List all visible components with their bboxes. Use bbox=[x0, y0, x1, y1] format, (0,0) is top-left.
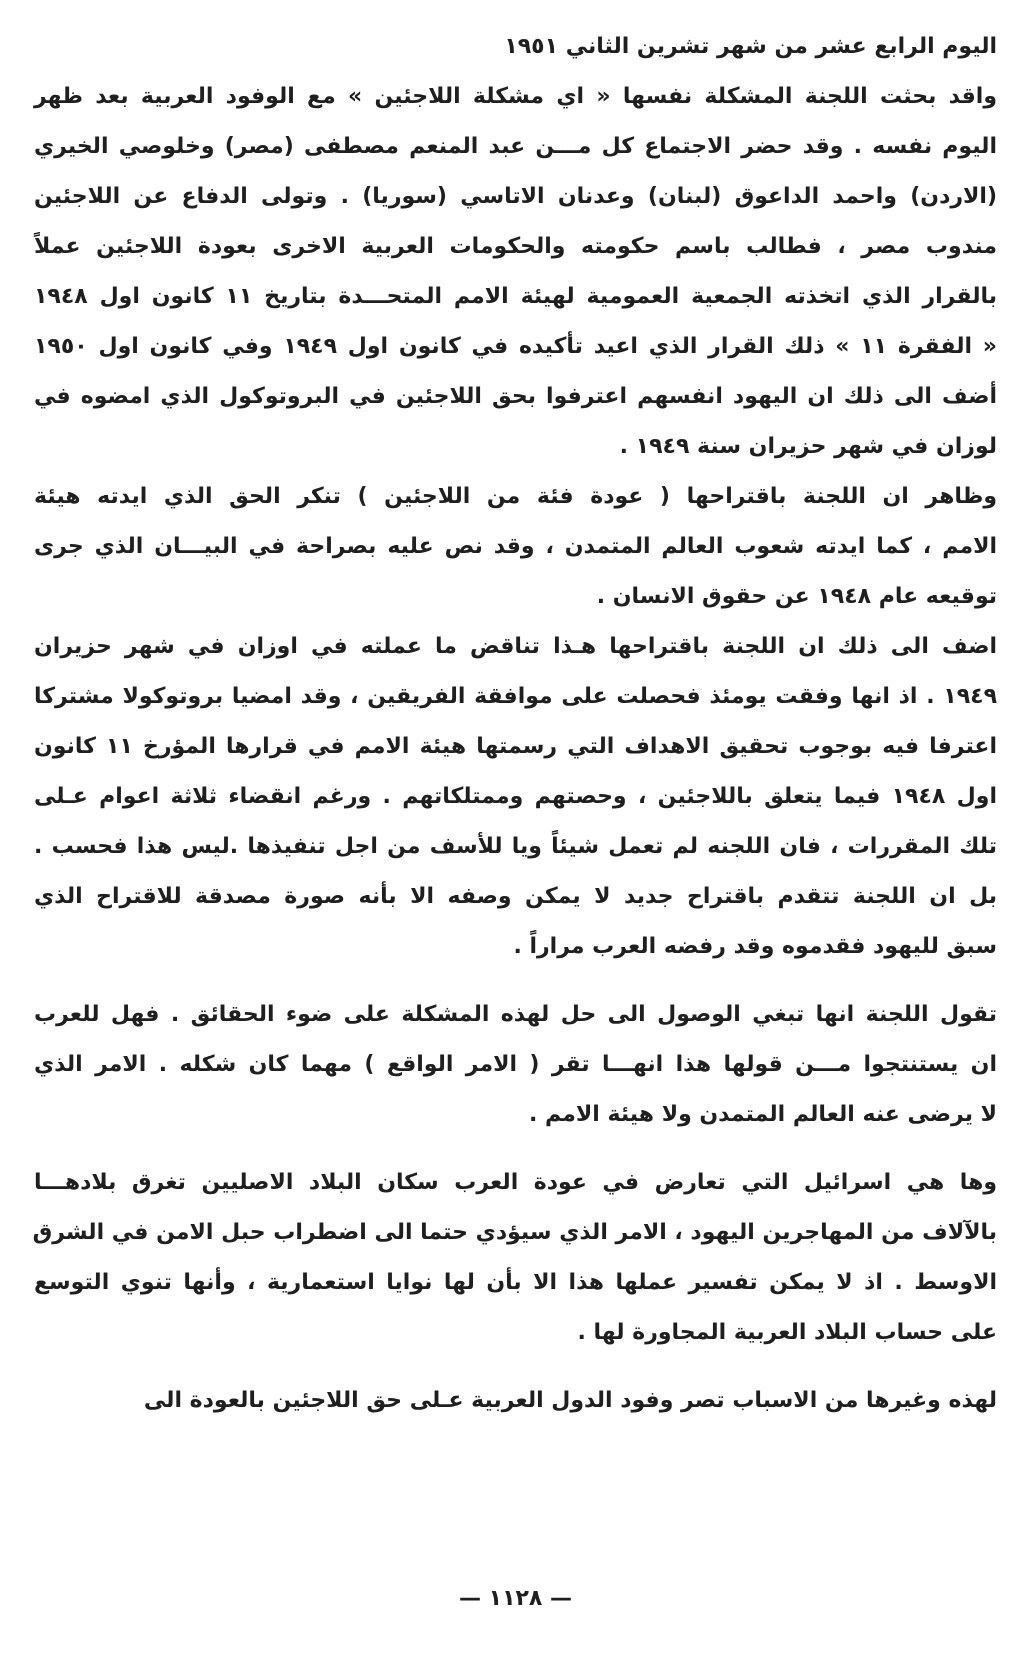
text-line: اضف الى ذلك ان اللجنة باقتراحها هـذا تناقض ما عملته في اوزان في شهر حزيران bbox=[34, 634, 997, 659]
page-number: — ١١٢٨ — bbox=[458, 1586, 573, 1611]
text-line: « الفقرة ١١ » ذلك القرار الذي اعيد تأكيده في كانون اول ١٩٤٩ وفي كانون اول ١٩٥٠ bbox=[34, 334, 997, 359]
paragraph bbox=[34, 990, 997, 1140]
text-line: لا يرضى عنه العالم المتمدن ولا هيئة الامم . bbox=[529, 1102, 997, 1127]
paragraph bbox=[34, 1376, 997, 1426]
paragraph bbox=[34, 472, 997, 622]
text-line: بالآلاف من المهاجرين اليهود ، الامر الذي سيؤدي حتما الى اضطراب حبل الامن في الشرق bbox=[32, 1220, 997, 1245]
text-line: الاوسط . اذ لا يمكن تفسير عملها هذا الا بأن لها نوايا استعمارية ، وأنها تنوي التوسع bbox=[34, 1270, 997, 1295]
text-line: وها هي اسرائيل التي تعارض في عودة العرب سكان البلاد الاصليين تغرق بلادهـــا bbox=[34, 1170, 997, 1195]
text-line: وظاهر ان اللجنة باقتراحها ( عودة فئة من اللاجئين ) تنكر الحق الذي ايدته هيئة bbox=[34, 484, 997, 509]
document-body bbox=[34, 22, 997, 1426]
text-line: تلك المقررات ، فان اللجنه لم تعمل شيئاً ويا للأسف من اجل تنفيذها .ليس هذا فحسب . bbox=[34, 834, 997, 859]
text-line: ١٩٤٩ . اذ انها وفقت يومئذ فحصلت على موافقة الفريقين ، وقد امضيا بروتوكولا مشتركا bbox=[34, 684, 997, 709]
text-line: مندوب مصر ، فطالب باسم حكومته والحكومات العربية الاخرى بعودة اللاجئين عملاً bbox=[34, 234, 997, 259]
text-line: على حساب البلاد العربية المجاورة لها . bbox=[577, 1320, 997, 1345]
text-line: توقيعه عام ١٩٤٨ عن حقوق الانسان . bbox=[596, 584, 997, 609]
paragraph bbox=[34, 72, 997, 472]
text-line: لهذه وغيرها من الاسباب تصر وفود الدول العربية عـلى حق اللاجئين بالعودة الى bbox=[143, 1388, 997, 1413]
text-line: واقد بحثت اللجنة المشكلة نفسها « اي مشكلة اللاجئين » مع الوفود العربية بعد ظهر bbox=[34, 84, 997, 109]
paragraph bbox=[34, 622, 997, 972]
text-line: (الاردن) واحمد الداعوق (لبنان) وعدنان الاتاسي (سوريا) . وتولى الدفاع عن اللاجئين bbox=[34, 184, 997, 209]
text-line: الامم ، كما ايدته شعوب العالم المتمدن ، وقد نص عليه بصراحة في البيـــان الذي جرى bbox=[34, 534, 997, 559]
text-line: ان يستنتجوا مـــن قولها هذا انهـــا تقر ( الامر الواقع ) مهما كان شكله . الامر الذي bbox=[34, 1052, 997, 1077]
text-line: بالقرار الذي اتخذته الجمعية العمومية لهيئة الامم المتحـــدة بتاريخ ١١ كانون اول ١٩٤٨ bbox=[34, 284, 997, 309]
paragraph bbox=[34, 1158, 997, 1358]
text-line: بل ان اللجنة تتقدم باقتراح جديد لا يمكن وصفه الا بأنه صورة مصدقة للاقتراح الذي bbox=[34, 884, 997, 909]
text-line: اول ١٩٤٨ فيما يتعلق باللاجئين ، وحصتهم وممتلكاتهم . ورغم انقضاء ثلاثة اعوام عـلى bbox=[34, 784, 997, 809]
text-line: لوزان في شهر حزيران سنة ١٩٤٩ . bbox=[619, 434, 997, 459]
text-line: اليوم نفسه . وقد حضر الاجتماع كل مـــن عبد المنعم مصطفى (مصر) وخلوصي الخيري bbox=[34, 134, 997, 159]
text-line: تقول اللجنة انها تبغي الوصول الى حل لهذه المشكلة على ضوء الحقائق . فهل للعرب bbox=[34, 1002, 997, 1027]
text-line: سبق لليهود فقدموه وقد رفضه العرب مراراً . bbox=[513, 934, 997, 959]
text-line: اعترفا فيه بوجوب تحقيق الاهداف التي رسمتها هيئة الامم في قرارها المؤرخ ١١ كانون bbox=[34, 734, 998, 759]
page-heading: اليوم الرابع عشر من شهر تشرين الثاني ١٩٥١ bbox=[504, 34, 997, 59]
text-line: أضف الى ذلك ان اليهود انفسهم اعترفوا بحق اللاجئين في البروتوكول الذي امضوه في bbox=[34, 384, 997, 409]
